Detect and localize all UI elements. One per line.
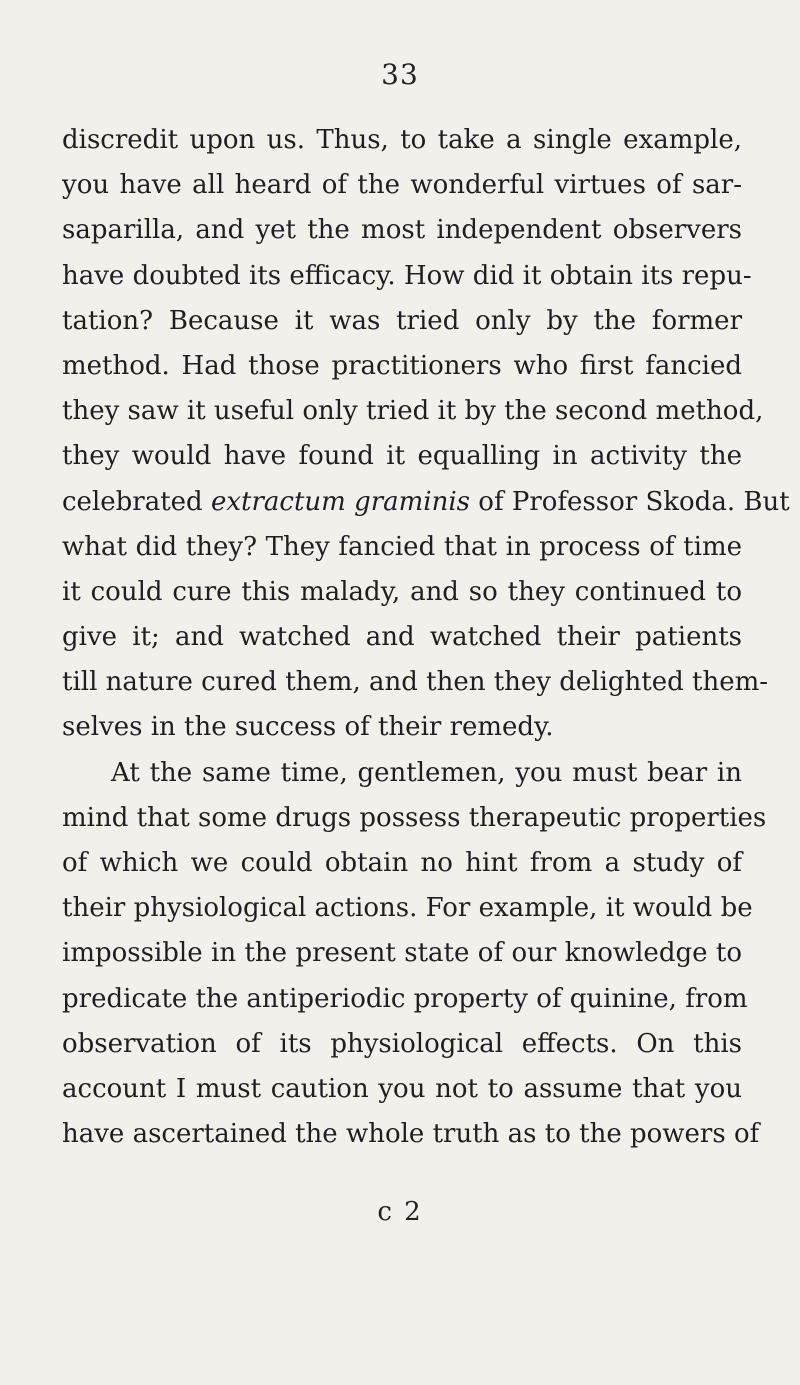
- italic-latin-term: extractum graminis: [210, 486, 471, 517]
- text-line: you have all heard of the wonderful virtues of sar-: [62, 170, 742, 201]
- text-line: have ascertained the whole truth as to the powers of: [62, 1119, 760, 1150]
- text-line: predicate the antiperiodic property of quinine, from: [62, 983, 748, 1014]
- text-segment: of Professor Skoda. But: [470, 486, 790, 517]
- text-line-with-italic: [62, 480, 790, 525]
- text-line: of which we could obtain no hint from a study of: [62, 848, 742, 878]
- text-line: tation? Because it was tried only by the former: [62, 305, 742, 336]
- text-line: their physiological actions. For example, it would be: [62, 893, 753, 924]
- text-line: impossible in the present state of our knowledge to: [62, 938, 742, 969]
- text-line: have doubted its efficacy. How did it obtain its repu-: [62, 260, 752, 291]
- page-number: 33: [381, 58, 419, 91]
- text-line: till nature cured them, and then they delighted them-: [62, 667, 769, 698]
- text-segment: celebrated: [62, 486, 211, 517]
- body-text: [62, 118, 790, 1157]
- text-line: it could cure this malady, and so they continued to: [62, 576, 742, 607]
- text-line: saparilla, and yet the most independent observers: [62, 215, 742, 246]
- text-line: observation of its physiological effects. On this: [62, 1028, 742, 1059]
- text-line: what did they? They fancied that in process of time: [62, 531, 742, 562]
- text-line: mind that some drugs possess therapeutic properties: [62, 802, 767, 833]
- text-line: they would have found it equalling in activity the: [62, 441, 742, 472]
- text-line: At the same time, gentlemen, you must bear in: [111, 757, 742, 788]
- text-line: give it; and watched and watched their patients: [62, 622, 742, 653]
- text-line: selves in the success of their remedy.: [62, 712, 554, 743]
- text-line: they saw it useful only tried it by the second method,: [62, 396, 764, 427]
- signature-mark: c 2: [377, 1197, 423, 1227]
- text-line: discredit upon us. Thus, to take a single example,: [62, 125, 742, 155]
- text-line: method. Had those practitioners who first fancied: [62, 350, 742, 381]
- text-line: account I must caution you not to assume that you: [62, 1073, 742, 1104]
